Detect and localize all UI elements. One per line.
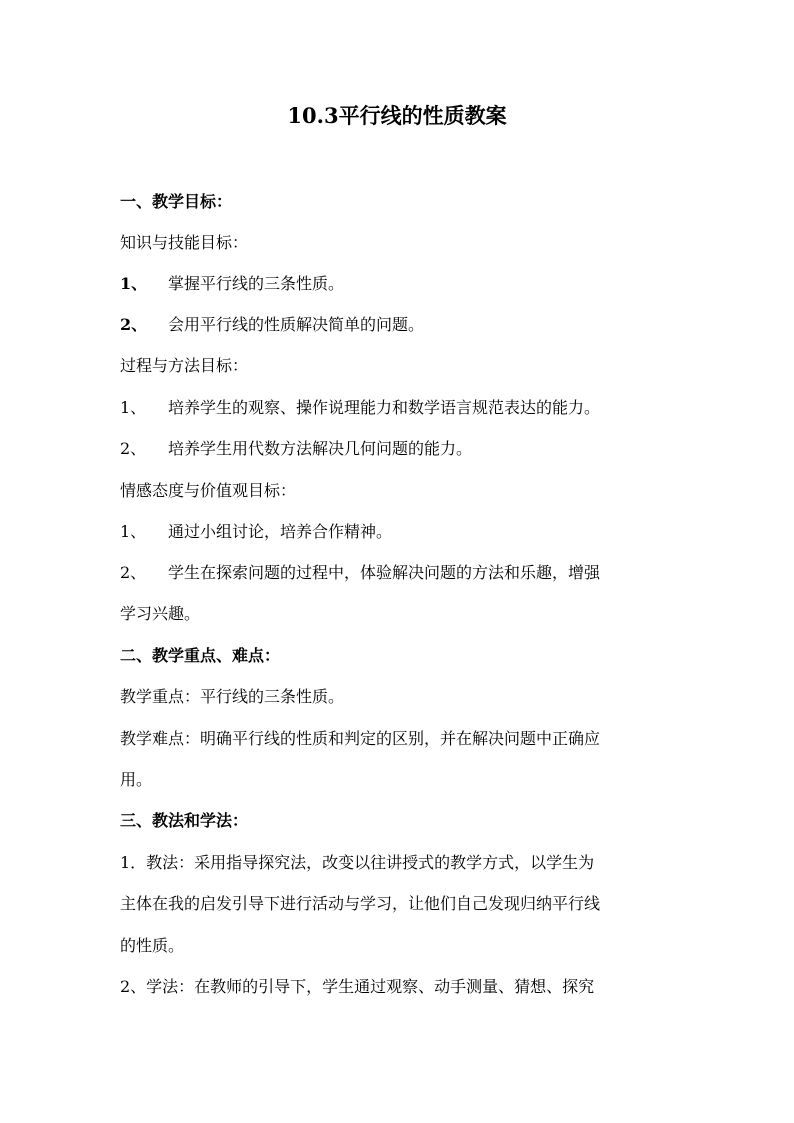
item-number: 1、 bbox=[120, 522, 147, 541]
item-number: 1、 bbox=[120, 398, 147, 417]
item-number: 2、 bbox=[120, 315, 148, 334]
teaching-method-line-2: 主体在我的启发引导下进行活动与学习，让他们自己发现归纳平行线 bbox=[120, 894, 601, 913]
document-title: 10.3平行线的性质教案 bbox=[287, 103, 507, 128]
item-number: 1、 bbox=[120, 274, 148, 293]
knowledge-item-2 bbox=[120, 314, 680, 336]
teaching-method-line-3: 的性质。 bbox=[120, 936, 185, 955]
learning-method-line-1: 2、学法：在教师的引导下，学生通过观察、动手测量、猜想、探究 bbox=[120, 977, 595, 996]
heading-keypoints: 二、教学重点、难点： bbox=[120, 646, 281, 665]
heading-methods: 三、教法和学法： bbox=[120, 811, 249, 830]
knowledge-item-1 bbox=[120, 273, 680, 295]
heading-objectives: 一、教学目标： bbox=[120, 192, 233, 211]
item-text: 掌握平行线的三条性质。 bbox=[168, 274, 345, 293]
process-item-2 bbox=[120, 438, 680, 460]
emotion-item-1 bbox=[120, 521, 680, 543]
item-text: 培养学生的观察、操作说理能力和数学语言规范表达的能力。 bbox=[168, 398, 601, 417]
subheading-knowledge: 知识与技能目标： bbox=[120, 233, 249, 252]
subheading-process: 过程与方法目标： bbox=[120, 356, 249, 375]
item-text: 通过小组讨论，培养合作精神。 bbox=[168, 522, 393, 541]
keypoint-line: 教学重点：平行线的三条性质。 bbox=[120, 687, 345, 706]
subheading-emotion: 情感态度与价值观目标： bbox=[120, 481, 297, 500]
item-number: 2、 bbox=[120, 439, 147, 458]
emotion-item-2-continued: 学习兴趣。 bbox=[120, 604, 201, 623]
emotion-item-2 bbox=[120, 562, 680, 584]
item-text: 培养学生用代数方法解决几何问题的能力。 bbox=[168, 439, 473, 458]
teaching-method-line-1: 1．教法：采用指导探究法，改变以往讲授式的教学方式，以学生为 bbox=[120, 853, 595, 872]
item-text: 会用平行线的性质解决简单的问题。 bbox=[168, 315, 425, 334]
item-number: 2、 bbox=[120, 563, 147, 582]
process-item-1 bbox=[120, 397, 680, 419]
difficulty-line-2: 用。 bbox=[120, 770, 153, 789]
item-text: 学生在探索问题的过程中，体验解决问题的方法和乐趣，增强 bbox=[168, 563, 601, 582]
difficulty-line-1: 教学难点：明确平行线的性质和判定的区别，并在解决问题中正确应 bbox=[120, 729, 601, 748]
